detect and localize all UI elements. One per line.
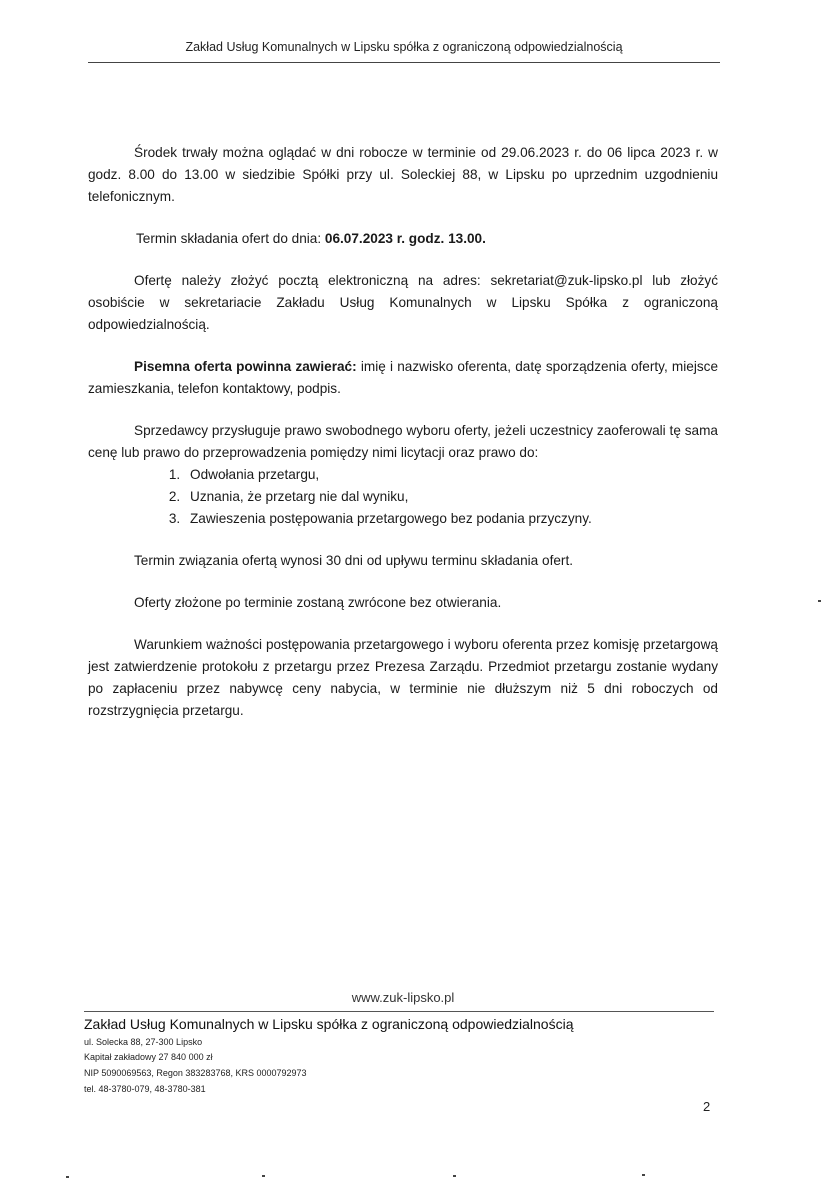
paragraph-submission: Ofertę należy złożyć pocztą elektroniczną na adres: sekretariat@zuk-lipsko.pl lub złożyć osobiście w sekretariacie Zakładu Usług Komunalnych w Lipsku Spółka z ograniczoną odpowiedzialnością. [88,273,718,332]
paragraph-seller-rights: Sprzedawcy przysługuje prawo swobodnego wyboru oferty, jeżeli uczestnicy zaoferowali tę sama cenę lub prawo do przeprowadzenia pomiędzy nimi licytacji oraz prawo do: [88,423,718,460]
page-header: Zakład Usług Komunalnych w Lipsku spółka z ograniczoną odpowiedzialnością [185,40,623,54]
paragraph-viewing-terms: Środek trwały można oglądać w dni robocze w terminie od 29.06.2023 r. do 06 lipca 2023 r. w godz. 8.00 do 13.00 w siedzibie Spółki przy ul. Soleckiej 88, w Lipsku po uprzednim uzgodnieniu telefonicznym. [88,145,718,204]
footer-website: www.zuk-lipsko.pl [351,990,455,1005]
list-item: 2. Uznania, że przetarg nie dal wyniku, [184,486,718,508]
deadline-date: 06.07.2023 r. godz. 13.00. [324,231,486,246]
paragraph-late-offers: Oferty złożone po terminie zostaną zwrócone bez otwierania. [134,595,502,610]
scan-speck [262,1175,265,1177]
page-number: 2 [703,1099,711,1114]
paragraph-validity-conditions: Warunkiem ważności postępowania przetargowego i wyboru oferenta przez komisję przetargową jest zatwierdzenie protokołu z przetargu przez Prezesa Zarządu. Przedmiot przetargu zostanie wydany po zapłaceniu przez nabywcę ceny nabycia, w terminie nie dłuższym niż 5 dni roboczych od rozstrzygnięcia przetargu. [88,637,718,718]
footer-registration-ids: NIP 5090069563, Regon 383283768, KRS 0000792973 [84,1068,307,1078]
paragraph-offer-contents [88,356,718,400]
offer-contents-label: Pisemna oferta powinna zawierać: [134,359,357,374]
offer-contents-text: imię i nazwisko oferenta, datę sporządzenia oferty, miejsce zamieszkania, telefon kontaktowy, podpis. [88,359,719,396]
list-item: 1. Odwołania przetargu, [184,464,718,486]
footer-address: ul. Solecka 88, 27-300 Lipsko [84,1037,203,1047]
deadline-label: Termin składania ofert do dnia: [136,231,325,246]
paragraph-deadline [88,228,718,250]
scan-speck [66,1176,69,1178]
footer-divider [84,1011,714,1012]
document-body [88,142,718,742]
scan-speck [818,600,821,602]
scan-speck [642,1174,645,1176]
footer-capital: Kapitał zakładowy 27 840 000 zł [84,1052,213,1062]
footer-phone: tel. 48-3780-079, 48-3780-381 [84,1084,206,1094]
scan-speck [453,1175,456,1177]
paragraph-binding-period: Termin związania ofertą wynosi 30 dni od upływu terminu składania ofert. [134,553,573,568]
list-item: 3. Zawieszenia postępowania przetargowego bez podania przyczyny. [184,508,718,530]
rights-list [88,464,718,530]
header-divider [88,62,720,63]
footer-company-name: Zakład Usług Komunalnych w Lipsku spółka z ograniczoną odpowiedzialnością [84,1016,574,1032]
